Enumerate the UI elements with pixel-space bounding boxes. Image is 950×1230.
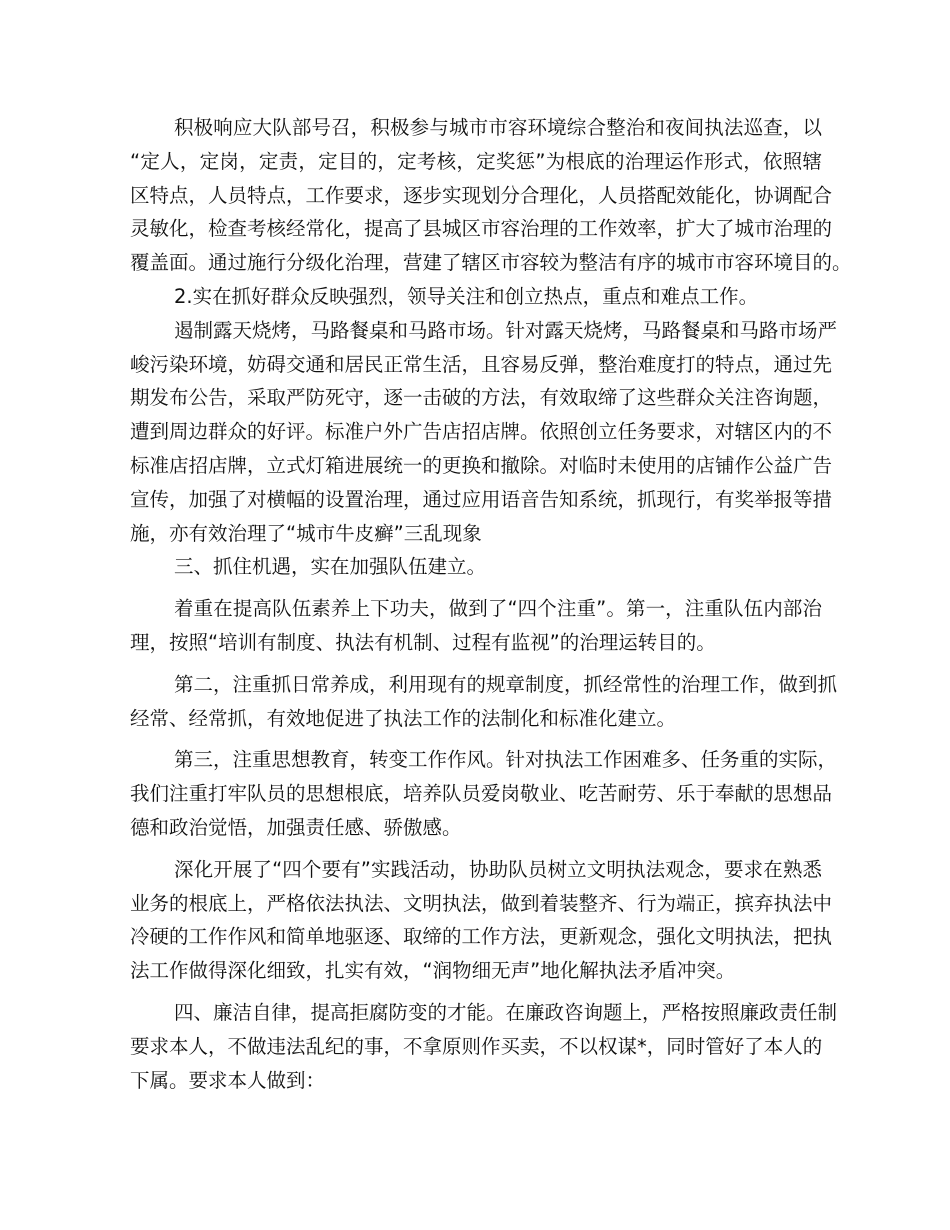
text-line: 遏制露天烧烤，马路餐桌和马路市场。针对露天烧烤，马路餐桌和马路市场严 [174, 318, 838, 342]
paragraph-gap [130, 988, 822, 996]
text-line: 深化开展了“四个要有”实践活动，协助队员树立文明执法观念，要求在熟悉 [174, 857, 822, 881]
text-line: 德和政治觉悟，加强责任感、骄傲感。 [130, 815, 462, 839]
text-line: 要求本人，不做违法乱纪的事，不拿原则作买卖，不以权谋*，同时管好了本人的 [130, 1034, 823, 1058]
text-line: 灵敏化，检查考核经常化，提高了县城区市容治理的工作效率，扩大了城市治理的 [130, 217, 833, 241]
text-line: 理，按照“培训有制度、执法有机制、过程有监视”的治理运转目的。 [130, 630, 716, 654]
text-line: 四、廉洁自律，提高拒腐防变的才能。在廉政咨询题上，严格按照廉政责任制 [174, 1000, 838, 1024]
paragraph [130, 996, 838, 1097]
paragraph [130, 853, 833, 988]
text-line: 积极响应大队部号召，积极参与城市市容环境综合整治和夜间执法巡查，以 [174, 116, 822, 139]
paragraph [130, 668, 838, 736]
paragraph-gap [130, 584, 822, 592]
text-line: 宣传，加强了对横幅的设置治理，通过应用语音告知系统，抓现行，有奖举报等措 [130, 487, 833, 511]
paragraph-gap [130, 660, 822, 668]
paragraph [130, 314, 838, 551]
text-line: 遭到周边群众的好评。标准户外广告店招店牌。依照创立任务要求，对辖区内的不 [130, 420, 833, 444]
document-body [130, 111, 852, 1097]
text-line: 法工作做得深化细致，扎实有效，“润物细无声”地化解执法矛盾冲突。 [130, 959, 736, 983]
text-line: 三、抓住机遇，实在加强队伍建立。 [174, 555, 487, 579]
text-line: 着重在提高队伍素养上下功夫，做到了“四个注重”。第一，注重队伍内部治 [174, 597, 822, 621]
text-line: 业务的根底上，严格依法执法、文明执法，做到着装整齐、行为端正，摈弃执法中 [130, 891, 833, 915]
paragraph-gap [130, 735, 822, 743]
paragraph [130, 743, 838, 844]
text-line: “定人，定岗，定责，定目的，定考核，定奖惩”为根底的治理运作形式，依照辖 [130, 149, 822, 173]
text-line: 区特点，人员特点，工作要求，逐步实现划分合理化，人员搭配效能化，协调配合 [130, 183, 833, 207]
text-line: 2.实在抓好群众反映强烈，领导关注和创立热点，重点和难点工作。 [174, 284, 759, 308]
text-line: 峻污染环境，妨碍交通和居民正常生活，且容易反弹，整治难度打的特点，通过先 [130, 352, 833, 376]
text-line: 下属。要求本人做到： [130, 1068, 326, 1092]
text-line: 我们注重打牢队员的思想根底，培养队员爱岗敬业、吃苦耐劳、乐于奉献的思想品 [130, 782, 833, 806]
text-line: 覆盖面。通过施行分级化治理，营建了辖区市容较为整洁有序的城市市容环境目的。 [130, 251, 852, 275]
text-line: 第二，注重抓日常养成，利用现有的规章制度，抓经常性的治理工作，做到抓 [174, 672, 838, 696]
paragraph [130, 111, 852, 280]
text-line: 标准店招店牌，立式灯箱进展统一的更换和撤除。对临时未使用的店铺作公益广告 [130, 453, 833, 477]
text-line: 冷硬的工作作风和简单地驱逐、取缔的工作方法，更新观念，强化文明执法，把执 [130, 925, 833, 949]
text-line: 第三，注重思想教育，转变工作作风。针对执法工作困难多、任务重的实际， [174, 748, 838, 772]
paragraph [130, 592, 822, 660]
paragraph-gap [130, 845, 822, 853]
text-line: 期发布公告，采取严防死守，逐一击破的方法，有效取缔了这些群众关注咨询题， [130, 386, 833, 410]
paragraph [130, 280, 822, 314]
text-line: 施，亦有效治理了“城市牛皮癣”三乱现象 [130, 521, 482, 545]
text-line: 经常、经常抓，有效地促进了执法工作的法制化和标准化建立。 [130, 706, 677, 730]
section-heading [130, 550, 822, 584]
